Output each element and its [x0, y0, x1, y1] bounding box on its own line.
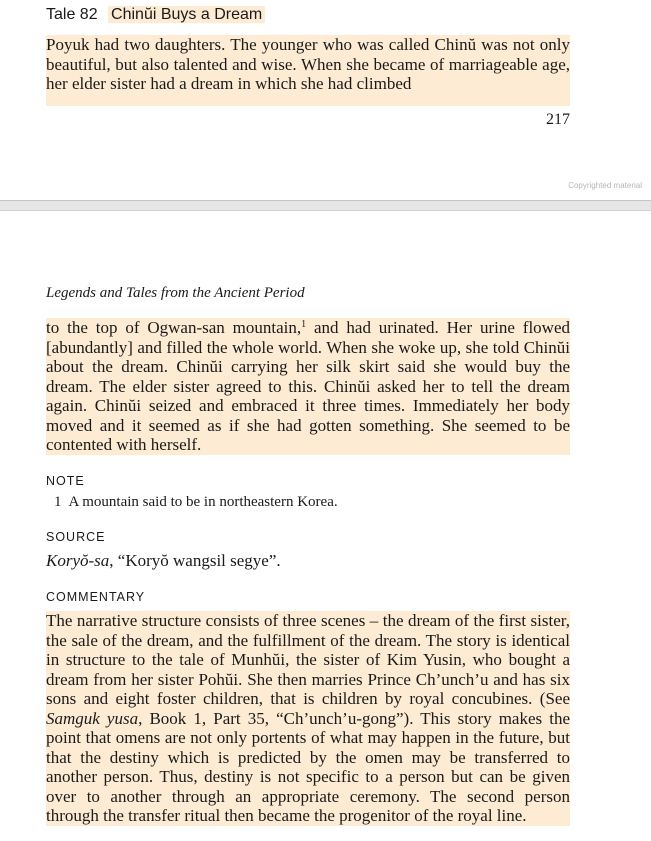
note-number: 1 [54, 494, 62, 510]
commentary-book-title: Samguk yusa [46, 708, 139, 728]
copyright-notice: Copyrighted material [568, 181, 642, 190]
note-item [54, 494, 338, 511]
commentary-text-2: , Book 1, Part 35, “Ch’unch’u-gong”). This story makes the point that omens are not only portents of what may happen in the future, but that the destiny which is predicted by the omen may be transferred to another person. Thus, destiny is not specific to a person but can be given over to another through an appropriate ceremony. The second person through the transfer ritual then became the progenitor of the royal line. [46, 708, 570, 825]
paragraph-text-start: to the top of Ogwan-san mountain, [46, 318, 302, 337]
note-text: A mountain said to be in northeastern Korea. [68, 494, 338, 510]
page-217 [0, 0, 651, 200]
paragraph-text-rest: and had urinated. Her urine flowed [abundantly] and filled the whole world. When she woke up, she told Chinŭi about the dream. Chinŭi carrying her silk skirt said she would buy the dream. The elder sister agreed to this. Chinŭi asked her to tell the dream again. Chinŭi seized and embraced it three times. Immediately her body moved and it seemed as if she had gotten something. She seemed to be contented with herself. [46, 318, 570, 454]
paragraph-continued [46, 318, 570, 455]
commentary-text-1: The narrative structure consists of three scenes – the dream of the first sister, the sale of the dream, and the fulfillment of the dream. The story is identical in structure to the tale of Munhŭi, the sister of Kim Yusin, who bought a dream from her sister Pohŭi. She then marries Prince Ch’unch’u and has six sons and eight foster children, that is children by royal concubines. (See [46, 611, 570, 708]
source-title: Koryŏ-sa [46, 551, 110, 570]
source-citation [46, 551, 281, 571]
paragraph-opening: Poyuk had two daughters. The younger who was called Chinŭ was not only beautiful, but also talented and wise. When she became of marriageable age, her elder sister had a dream in which she had climbed [46, 35, 570, 106]
page-218 [0, 211, 651, 841]
tale-title: Chinŭi Buys a Dream [108, 6, 265, 23]
footnote-marker[interactable]: 1 [301, 319, 307, 330]
note-heading: NOTE [46, 474, 85, 488]
running-head: Legends and Tales from the Ancient Period [46, 285, 305, 301]
tale-number: Tale 82 [46, 6, 98, 23]
page-number: 217 [546, 111, 570, 128]
commentary-paragraph [46, 611, 570, 826]
commentary-heading: COMMENTARY [46, 590, 146, 604]
tale-heading [46, 5, 265, 25]
source-subtitle: , “Koryŏ wangsil segye”. [109, 551, 281, 570]
page-separator [0, 200, 651, 211]
source-heading: SOURCE [46, 530, 106, 544]
